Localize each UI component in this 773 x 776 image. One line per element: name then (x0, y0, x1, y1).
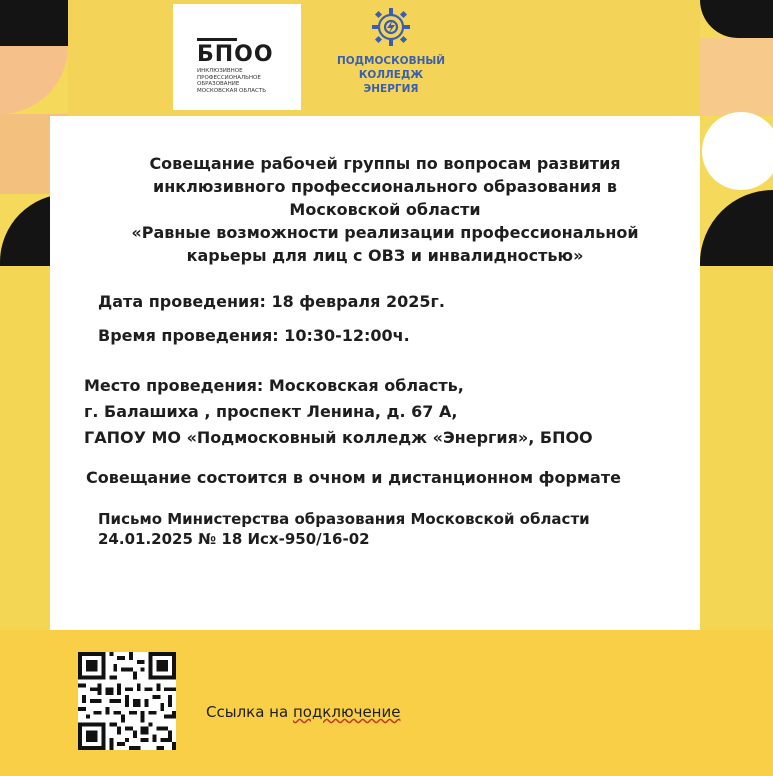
title-line: Московской области (289, 200, 481, 219)
connection-link-line (206, 703, 400, 721)
bpoo-subtitle-line: ИНКЛЮЗИВНОЕ (197, 68, 243, 74)
meeting-place-line-3: ГАПОУ МО «Подмосковный колледж «Энергия», БПОО (84, 428, 593, 447)
title-line: инклюзивного профессионального образования в (153, 177, 617, 196)
title-line: карьеры для лиц с ОВЗ и инвалидностью» (186, 246, 584, 265)
meeting-place-line-2: г. Балашиха , проспект Ленина, д. 67 А, (84, 402, 458, 421)
bpoo-subtitle-line: ОБРАЗОВАНИЕ (197, 81, 240, 87)
gear-icon (370, 6, 412, 48)
qr-code[interactable] (78, 652, 176, 750)
decor-yellow-left (0, 266, 50, 630)
decor-peach-left-1 (0, 46, 68, 114)
bpoo-logo-title: БПОО (197, 42, 274, 67)
meeting-time: Время проведения: 10:30-12:00ч. (98, 326, 410, 345)
qr-code-icon (78, 652, 176, 750)
letter-line-2: 24.01.2025 № 18 Исх-950/16-02 (98, 530, 370, 548)
decor-black-left-top (0, 0, 68, 46)
college-name-line: КОЛЛЕДЖ (358, 69, 424, 81)
college-name-line: ПОДМОСКОВНЫЙ (336, 55, 446, 67)
meeting-date: Дата проведения: 18 февраля 2025г. (98, 292, 445, 311)
college-name-line: ЭНЕРГИЯ (363, 83, 419, 95)
bpoo-subtitle-line: МОСКОВСКАЯ ОБЛАСТЬ (197, 87, 266, 94)
decor-black-right-top (700, 0, 773, 38)
connection-link-prefix: Ссылка на (206, 703, 293, 721)
connection-link[interactable]: подключение (292, 703, 401, 721)
title-line: «Равные возможности реализации профессиональной (131, 223, 639, 242)
bpoo-subtitle-line: ПРОФЕССИОНАЛЬНОЕ (197, 74, 261, 81)
decor-peach-right (700, 38, 773, 116)
bpoo-logo-bar (197, 38, 237, 41)
meeting-place-line-1: Место проведения: Московская область, (84, 376, 464, 395)
bpoo-logo-subtitle (197, 68, 297, 94)
letter-line-1: Письмо Министерства образования Московской области (98, 510, 590, 528)
meeting-format: Совещание состоится в очном и дистанционном формате (86, 468, 621, 487)
title-line: Совещание рабочей группы по вопросам развития (149, 154, 621, 173)
college-logo (333, 4, 449, 104)
college-logo-name (333, 54, 449, 96)
bpoo-logo (173, 4, 301, 110)
decor-yellow-right (700, 266, 773, 630)
decor-white-circle-right (702, 112, 773, 190)
meeting-title (50, 152, 720, 267)
